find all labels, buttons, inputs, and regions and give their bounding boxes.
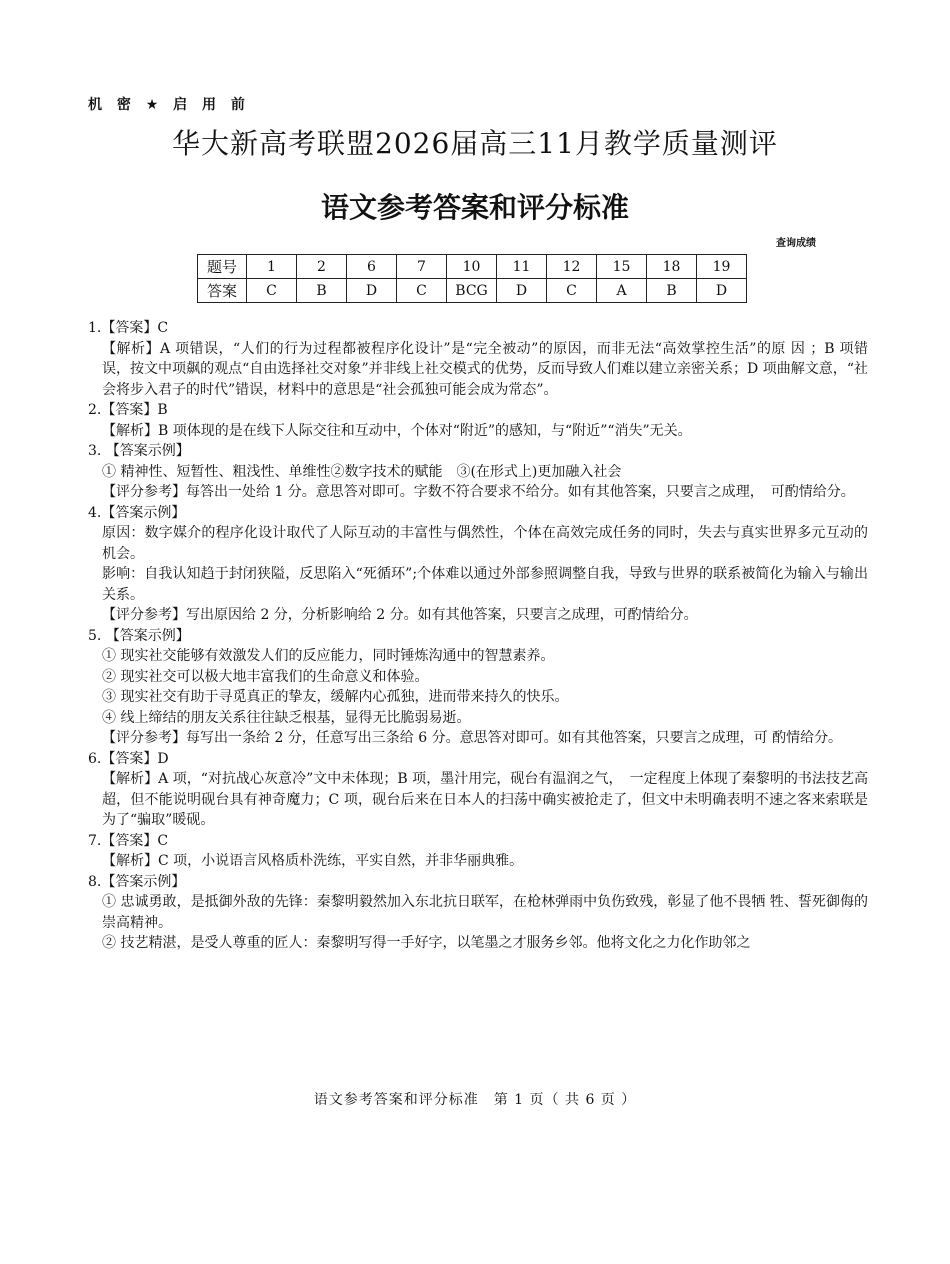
answer-example-line: ① 忠诚勇敢，是抵御外敌的先锋：秦黎明毅然加入东北抗日联军，在枪林弹雨中负伤致残，彰显了他不畏牺 牲、誓死御侮的崇高精神。: [102, 894, 868, 931]
explanation-paragraph: 【解析】A 项错误，“人们的行为过程都被程序化设计”是“完全被动”的原因，而非无法“高效掌控生活”的原 因 ；B 项错误，按文中项飙的观点“自由选择社交对象”并非线上社交模式的优势，反而导致人们难以建立亲密关系；D 项曲解文意，“社会将步入君子的时代”错误，材料中的意思是“社会孤独可能会成为常态”。: [102, 340, 868, 398]
question-answer-heading: 1.【答案】C: [88, 320, 169, 336]
exam-title: 华大新高考联盟2026届高三11月教学质量测评: [172, 127, 778, 160]
explanation-paragraph: 【解析】B 项体现的是在线下人际交往和互动中，个体对“附近”的感知，与“附近”“消失”无关。: [102, 422, 692, 439]
confidential-label: 机 密 ★ 启 用 前: [88, 97, 250, 113]
question-answer-heading: 5. 【答案示例】: [88, 627, 190, 644]
row-header-answer: 答案: [198, 279, 247, 303]
answer-example-line: ① 精神性、短暂性、粗浅性、单维性②数字技术的赋能 ③(在形式上)更加融入社会: [102, 463, 622, 480]
answer-cell: D: [497, 279, 547, 303]
answer-cell: B: [297, 279, 347, 303]
question-answer-heading: 7.【答案】C: [88, 832, 169, 849]
document-subtitle: 语文参考答案和评分标准: [320, 191, 629, 224]
question-answer-heading: 3. 【答案示例】: [88, 443, 190, 459]
answer-example-line: ② 现实社交可以极大地丰富我们的生命意义和体验。: [102, 668, 429, 685]
question-answer-heading: 4.【答案示例】: [88, 504, 186, 521]
answer-example-line: ④ 线上缔结的朋友关系往往缺乏根基，显得无比脆弱易逝。: [102, 709, 471, 726]
answer-example-line: ③ 现实社交有助于寻觅真正的挚友，缓解内心孤独，进而带来持久的快乐。: [102, 689, 569, 705]
answer-example-line: 原因：数字媒介的程序化设计取代了人际互动的丰富性与偶然性，个体在高效完成任务的同时，失去与真实世界多元互动的机会。: [102, 525, 868, 562]
question-answer-heading: 8.【答案示例】: [88, 873, 186, 890]
question-number-cell: 1: [247, 255, 297, 279]
answer-row: [198, 279, 747, 303]
answer-example-line: ① 现实社交能够有效激发人们的反应能力，同时锤炼沟通中的智慧素养。: [102, 648, 555, 664]
answer-cell: C: [247, 279, 297, 303]
scoring-reference: 【评分参考】每答出一处给 1 分。意思答对即可。字数不符合要求不给分。如有其他答案，只要言之成理， 可酌情给分。: [102, 484, 855, 500]
answer-cell: C: [397, 279, 447, 303]
question-number-cell: 7: [397, 255, 447, 279]
question-number-row: [198, 255, 747, 279]
query-score-label: 查询成绩: [776, 238, 816, 249]
answer-cell: A: [597, 279, 647, 303]
scoring-reference: 【评分参考】写出原因给 2 分，分析影响给 2 分。如有其他答案，只要言之成理，可酌情给分。: [102, 607, 698, 623]
question-number-cell: 2: [297, 255, 347, 279]
answer-cell: D: [697, 279, 747, 303]
answer-cell: BCG: [447, 279, 497, 303]
answer-cell: D: [347, 279, 397, 303]
answer-cell: B: [647, 279, 697, 303]
question-number-cell: 19: [697, 255, 747, 279]
answer-example-line: 影响：自我认知趋于封闭狭隘，反思陷入“死循环”;个体难以通过外部参照调整自我，导致与世界的联系被简化为输入与输出关系。: [102, 566, 868, 603]
explanation-paragraph: 【解析】C 项，小说语言风格质朴洗练，平实自然，并非华丽典雅。: [102, 853, 524, 869]
question-number-cell: 10: [447, 255, 497, 279]
answer-explanations: [88, 318, 868, 954]
question-number-cell: 15: [597, 255, 647, 279]
question-number-cell: 11: [497, 255, 547, 279]
question-answer-heading: 6.【答案】D: [88, 750, 169, 767]
answer-example-line: ② 技艺精湛，是受人尊重的匠人：秦黎明写得一手好字，以笔墨之才服务乡邻。他将文化之力化作助邻之: [102, 935, 751, 951]
answer-cell: C: [547, 279, 597, 303]
page-footer: 语文参考答案和评分标准 第 1 页（ 共 6 页 ）: [313, 1092, 637, 1108]
question-number-cell: 6: [347, 255, 397, 279]
question-number-cell: 12: [547, 255, 597, 279]
answer-table: [197, 254, 747, 303]
scoring-reference: 【评分参考】每写出一条给 2 分，任意写出三条给 6 分。意思答对即可。如有其他答案，只要言之成理，可 酌情给分。: [102, 730, 843, 746]
row-header-number: 题号: [198, 255, 247, 279]
explanation-paragraph: 【解析】A 项，“对抗战心灰意冷”文中未体现；B 项，墨汁用完，砚台有温润之气， 一定程度上体现了秦黎明的书法技艺高超，但不能说明砚台具有神奇魔力；C 项，砚台后来在日本人的扫荡中确实被抢走了，但文中未明确表明不速之客来索联是为了“骗取”暖砚。: [102, 771, 868, 828]
question-answer-heading: 2.【答案】B: [88, 402, 168, 418]
question-number-cell: 18: [647, 255, 697, 279]
